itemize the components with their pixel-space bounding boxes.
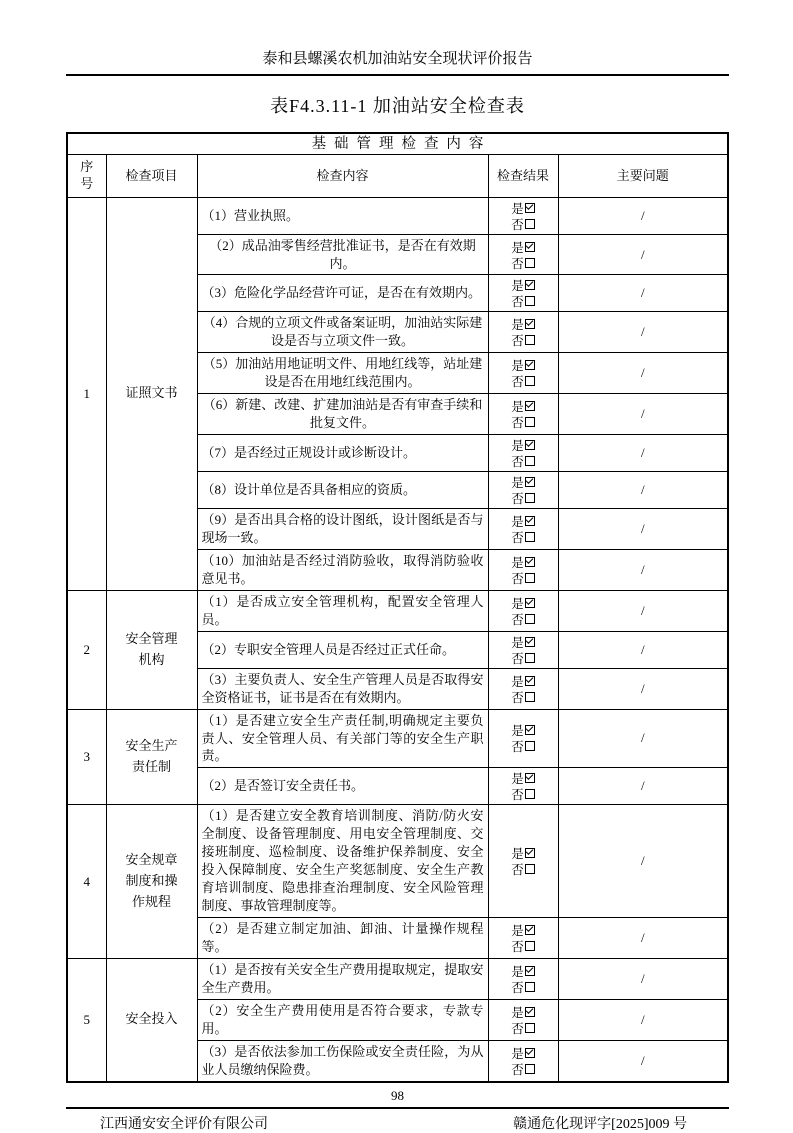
yes-result-label: 是	[511, 1046, 524, 1061]
inspection-result-cell	[488, 631, 558, 668]
yes-checkbox-icon	[525, 725, 535, 735]
footer-doc-number: 赣通危化现评字[2025]009 号	[513, 1116, 687, 1132]
inspection-result-cell	[488, 709, 558, 768]
no-result-line	[489, 255, 558, 271]
group-number-cell: 1	[67, 197, 106, 590]
no-checkbox-icon	[525, 296, 535, 306]
yes-result-label: 是	[511, 847, 524, 862]
inspection-item-label: 证照文书	[125, 385, 178, 401]
inspection-content-cell: （2）安全生产费用使用是否符合要求，专款专用。	[197, 999, 488, 1040]
inspection-content-cell: （1）是否成立安全管理机构，配置安全管理人员。	[197, 590, 488, 631]
no-result-line	[489, 738, 558, 754]
no-result-line	[489, 650, 558, 666]
main-problem-cell: /	[558, 549, 728, 590]
no-result-label: 否	[511, 375, 524, 390]
table-row	[67, 805, 728, 918]
main-problem-cell: /	[558, 1040, 728, 1081]
no-result-line	[489, 216, 558, 232]
main-problem-cell: /	[558, 435, 728, 472]
inspection-result-cell	[488, 353, 558, 394]
yes-checkbox-icon	[525, 477, 535, 487]
yes-checkbox-icon	[525, 925, 535, 935]
yes-checkbox-icon	[525, 966, 535, 976]
no-result-line	[489, 786, 558, 802]
inspection-table-body	[67, 197, 728, 1081]
page-footer	[66, 1107, 729, 1133]
no-result-line	[489, 529, 558, 545]
inspection-content-cell: （6）新建、改建、扩建加油站是否有审查手续和批复文件。	[197, 394, 488, 435]
inspection-result-cell	[488, 768, 558, 805]
group-number-cell: 5	[67, 958, 106, 1081]
inspection-content-cell: （4）合规的立项文件或备案证明，加油站实际建设是否与立项文件一致。	[197, 312, 488, 353]
col-header-result	[488, 155, 558, 197]
col-header-content	[197, 155, 488, 197]
inspection-content-cell: （8）设计单位是否具备相应的资质。	[197, 472, 488, 509]
main-problem-cell: /	[558, 275, 728, 312]
inspection-result-cell	[488, 999, 558, 1040]
no-result-label: 否	[511, 939, 524, 954]
section-header: 基础管理检查内容	[67, 133, 728, 155]
yes-result-line	[489, 845, 558, 861]
inspection-result-cell	[488, 234, 558, 275]
no-result-label: 否	[511, 863, 524, 878]
inspection-content-cell: （1）是否按有关安全生产费用提取规定，提取安全生产费用。	[197, 958, 488, 999]
yes-result-label: 是	[511, 674, 524, 689]
group-number-cell: 3	[67, 709, 106, 805]
inspection-content-cell: （3）主要负责人、安全生产管理人员是否取得安全资格证书，证书是否在有效期内。	[197, 668, 488, 709]
yes-result-line	[489, 770, 558, 786]
no-checkbox-icon	[525, 941, 535, 951]
no-result-line	[489, 689, 558, 705]
inspection-item-label: 安全管理机构	[125, 630, 178, 667]
section-header-row	[67, 133, 728, 155]
yes-result-line	[489, 963, 558, 979]
group-number-cell: 4	[67, 805, 106, 959]
yes-checkbox-icon	[525, 360, 535, 370]
no-result-label: 否	[511, 612, 524, 627]
inspection-result-cell	[488, 1040, 558, 1081]
no-checkbox-icon	[525, 532, 535, 542]
yes-checkbox-icon	[525, 319, 535, 329]
no-result-label: 否	[511, 788, 524, 803]
table-row	[67, 958, 728, 999]
no-result-label: 否	[511, 492, 524, 507]
inspection-item-label: 安全规章制度和操作规程	[125, 852, 178, 910]
yes-result-label: 是	[511, 400, 524, 415]
inspection-result-cell	[488, 590, 558, 631]
main-problem-cell: /	[558, 918, 728, 959]
no-result-line	[489, 373, 558, 389]
main-problem-cell: /	[558, 805, 728, 918]
yes-checkbox-icon	[525, 557, 535, 567]
no-result-line	[489, 1061, 558, 1077]
no-result-line	[489, 332, 558, 348]
inspection-content-cell: （1）是否建立安全生产责任制,明确规定主要负责人、安全管理人员、有关部门等的安全生产职责。	[197, 709, 488, 768]
no-checkbox-icon	[525, 219, 535, 229]
inspection-content-cell: （2）是否建立制定加油、卸油、计量操作规程等。	[197, 918, 488, 959]
inspection-content-cell: （1）营业执照。	[197, 197, 488, 234]
inspection-item-cell	[106, 709, 197, 805]
inspection-result-cell	[488, 197, 558, 234]
yes-result-line	[489, 316, 558, 332]
yes-checkbox-icon	[525, 773, 535, 783]
main-problem-cell: /	[558, 668, 728, 709]
col-header-seq	[67, 155, 106, 197]
no-result-label: 否	[511, 295, 524, 310]
main-problem-cell: /	[558, 509, 728, 550]
main-problem-cell: /	[558, 234, 728, 275]
yes-result-label: 是	[511, 240, 524, 255]
no-checkbox-icon	[525, 335, 535, 345]
inspection-item-label: 安全投入	[125, 1011, 178, 1027]
col-header-problem-label: 主要问题	[616, 167, 669, 183]
yes-checkbox-icon	[525, 848, 535, 858]
main-problem-cell: /	[558, 958, 728, 999]
no-result-label: 否	[511, 690, 524, 705]
inspection-item-cell	[106, 958, 197, 1081]
no-result-line	[489, 1020, 558, 1036]
inspection-content-cell: （10）加油站是否经过消防验收，取得消防验收意见书。	[197, 549, 488, 590]
no-result-line	[489, 293, 558, 309]
inspection-result-cell	[488, 668, 558, 709]
no-checkbox-icon	[525, 258, 535, 268]
yes-result-label: 是	[511, 439, 524, 454]
no-result-label: 否	[511, 416, 524, 431]
yes-checkbox-icon	[525, 1048, 535, 1058]
yes-result-line	[489, 200, 558, 216]
main-problem-cell: /	[558, 631, 728, 668]
no-result-label: 否	[511, 531, 524, 545]
col-header-problem	[558, 155, 728, 197]
report-header-title: 泰和县螺溪农机加油站安全现状评价报告	[66, 50, 729, 76]
col-header-seq-label: 序号	[80, 159, 94, 191]
no-result-label: 否	[511, 1062, 524, 1077]
yes-checkbox-icon	[525, 637, 535, 647]
main-problem-cell: /	[558, 768, 728, 805]
no-checkbox-icon	[525, 789, 535, 799]
no-checkbox-icon	[525, 982, 535, 992]
no-checkbox-icon	[525, 864, 535, 874]
no-result-line	[489, 611, 558, 627]
yes-result-label: 是	[511, 201, 524, 216]
no-result-label: 否	[511, 571, 524, 586]
yes-checkbox-icon	[525, 676, 535, 686]
yes-checkbox-icon	[525, 401, 535, 411]
no-result-label: 否	[511, 980, 524, 995]
inspection-result-cell	[488, 435, 558, 472]
inspection-result-cell	[488, 312, 558, 353]
inspection-content-cell: （9）是否出具合格的设计图纸，设计图纸是否与现场一致。	[197, 509, 488, 550]
no-result-line	[489, 453, 558, 469]
no-checkbox-icon	[525, 741, 535, 751]
yes-result-label: 是	[511, 359, 524, 374]
yes-result-line	[489, 437, 558, 453]
yes-result-line	[489, 1045, 558, 1061]
inspection-item-label: 安全生产责任制	[125, 738, 178, 774]
no-checkbox-icon	[525, 573, 535, 583]
yes-result-line	[489, 277, 558, 293]
main-problem-cell: /	[558, 709, 728, 768]
yes-checkbox-icon	[525, 280, 535, 290]
no-result-label: 否	[511, 1021, 524, 1036]
yes-result-label: 是	[511, 476, 524, 491]
yes-checkbox-icon	[525, 440, 535, 450]
yes-result-label: 是	[511, 724, 524, 739]
table-row	[67, 197, 728, 234]
table-row	[67, 709, 728, 768]
yes-result-line	[489, 595, 558, 611]
main-problem-cell: /	[558, 312, 728, 353]
table-row	[67, 590, 728, 631]
main-problem-cell: /	[558, 353, 728, 394]
inspection-result-cell	[488, 805, 558, 918]
inspection-result-cell	[488, 549, 558, 590]
yes-result-label: 是	[511, 923, 524, 938]
no-checkbox-icon	[525, 1064, 535, 1074]
no-result-line	[489, 861, 558, 877]
inspection-content-cell: （1）是否建立安全教育培训制度、消防/防火安全制度、设备管理制度、用电安全管理制度、交接班制度、巡检制度、设备维护保养制度、安全投入保障制度、安全生产奖惩制度、安全生产教育培训制度、隐患排查治理制度、安全风险管理制度、事故管理制度等。	[197, 805, 488, 918]
inspection-result-cell	[488, 509, 558, 550]
no-checkbox-icon	[525, 493, 535, 503]
inspection-result-cell	[488, 918, 558, 959]
inspection-content-cell: （3）是否依法参加工伤保险或安全责任险，为从业人员缴纳保险费。	[197, 1040, 488, 1081]
no-result-line	[489, 414, 558, 430]
yes-result-label: 是	[511, 318, 524, 333]
yes-checkbox-icon	[525, 203, 535, 213]
no-result-label: 否	[511, 740, 524, 755]
yes-result-label: 是	[511, 772, 524, 787]
yes-result-line	[489, 673, 558, 689]
yes-checkbox-icon	[525, 516, 535, 526]
no-checkbox-icon	[525, 456, 535, 466]
no-checkbox-icon	[525, 692, 535, 702]
inspection-content-cell: （3）危险化学品经营许可证，是否在有效期内。	[197, 275, 488, 312]
no-result-label: 否	[511, 651, 524, 666]
main-problem-cell: /	[558, 590, 728, 631]
main-problem-cell: /	[558, 999, 728, 1040]
yes-result-line	[489, 357, 558, 373]
inspection-content-cell: （2）成品油零售经营批准证书，是否在有效期内。	[197, 234, 488, 275]
yes-result-label: 是	[511, 515, 524, 529]
inspection-item-cell	[106, 590, 197, 709]
no-result-label: 否	[511, 334, 524, 349]
inspection-content-cell: （7）是否经过正规设计或诊断设计。	[197, 435, 488, 472]
yes-result-label: 是	[511, 1005, 524, 1020]
no-result-label: 否	[511, 455, 524, 470]
main-problem-cell: /	[558, 197, 728, 234]
yes-result-line	[489, 239, 558, 255]
no-checkbox-icon	[525, 376, 535, 386]
no-result-label: 否	[511, 256, 524, 271]
column-header-row	[67, 155, 728, 197]
inspection-item-cell	[106, 197, 197, 590]
inspection-content-cell: （2）是否签订安全责任书。	[197, 768, 488, 805]
inspection-result-cell	[488, 958, 558, 999]
yes-result-line	[489, 634, 558, 650]
no-checkbox-icon	[525, 653, 535, 663]
no-checkbox-icon	[525, 417, 535, 427]
group-number-cell: 2	[67, 590, 106, 709]
yes-result-label: 是	[511, 555, 524, 570]
col-header-content-label: 检查内容	[316, 167, 369, 183]
table-title: 表F4.3.11-1 加油站安全检查表	[270, 95, 525, 116]
no-result-line	[489, 979, 558, 995]
no-checkbox-icon	[525, 1023, 535, 1033]
inspection-content-cell: （5）加油站用地证明文件、用地红线等，站址建设是否在用地红线范围内。	[197, 353, 488, 394]
yes-result-label: 是	[511, 596, 524, 611]
inspection-result-cell	[488, 472, 558, 509]
col-header-result-label: 检查结果	[496, 167, 549, 183]
yes-result-label: 是	[511, 635, 524, 650]
no-result-line	[489, 570, 558, 586]
yes-result-line	[489, 513, 558, 529]
main-problem-cell: /	[558, 394, 728, 435]
inspection-table	[66, 132, 729, 1083]
page-number: 98	[391, 1087, 404, 1103]
yes-checkbox-icon	[525, 598, 535, 608]
yes-result-line	[489, 474, 558, 490]
yes-result-line	[489, 554, 558, 570]
no-result-line	[489, 490, 558, 506]
yes-result-line	[489, 922, 558, 938]
inspection-result-cell	[488, 275, 558, 312]
col-header-item-label: 检查项目	[125, 167, 178, 183]
inspection-content-cell: （2）专职安全管理人员是否经过正式任命。	[197, 631, 488, 668]
no-checkbox-icon	[525, 614, 535, 624]
yes-result-line	[489, 398, 558, 414]
inspection-item-cell	[106, 805, 197, 959]
no-result-line	[489, 938, 558, 954]
no-result-label: 否	[511, 217, 524, 232]
col-header-item	[106, 155, 197, 197]
yes-result-line	[489, 1004, 558, 1020]
yes-checkbox-icon	[525, 242, 535, 252]
main-problem-cell: /	[558, 472, 728, 509]
yes-result-label: 是	[511, 964, 524, 979]
yes-result-label: 是	[511, 279, 524, 294]
inspection-result-cell	[488, 394, 558, 435]
footer-company: 江西通安安全评价有限公司	[100, 1116, 268, 1132]
yes-result-line	[489, 722, 558, 738]
yes-checkbox-icon	[525, 1007, 535, 1017]
